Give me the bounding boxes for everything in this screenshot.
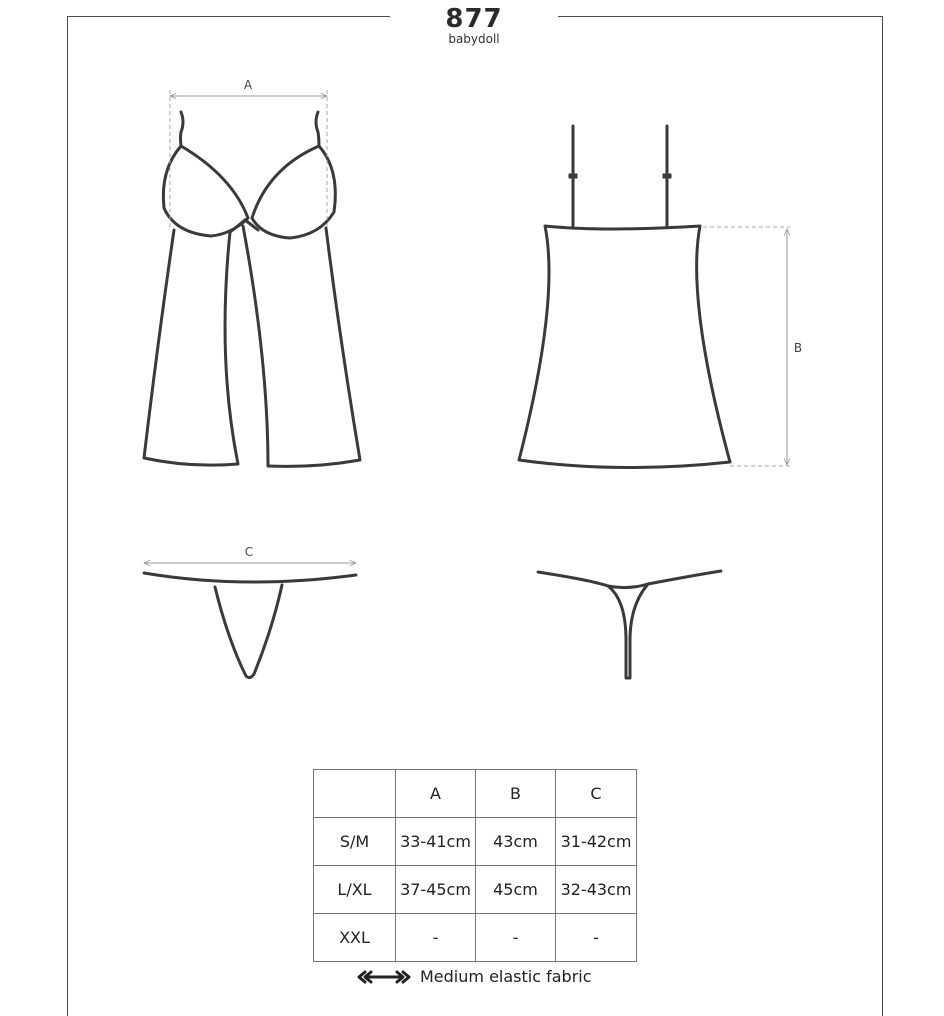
value-cell: 33-41cm: [396, 818, 476, 866]
table-row: [314, 818, 637, 866]
size-cell: XXL: [314, 914, 396, 962]
table-row: [314, 866, 637, 914]
product-type: babydoll: [448, 32, 500, 46]
dimension-c-label: C: [244, 545, 254, 559]
product-code: 877: [445, 4, 503, 34]
size-cell: S/M: [314, 818, 396, 866]
value-cell: 31-42cm: [556, 818, 637, 866]
table-row: [314, 914, 637, 962]
fabric-label: Medium elastic fabric: [420, 967, 592, 986]
dimension-b-label: B: [793, 341, 803, 355]
dimension-c-guides: [144, 545, 356, 563]
table-header-cell: B: [476, 770, 556, 818]
value-cell: 45cm: [476, 866, 556, 914]
fabric-note: [356, 967, 592, 986]
dimension-b-guides: [703, 227, 802, 466]
dimension-a-label: A: [243, 78, 253, 92]
table-header-row: [314, 770, 637, 818]
table-header-cell: C: [556, 770, 637, 818]
value-cell: -: [476, 914, 556, 962]
value-cell: 37-45cm: [396, 866, 476, 914]
table-header-cell: A: [396, 770, 476, 818]
value-cell: 32-43cm: [556, 866, 637, 914]
value-cell: -: [396, 914, 476, 962]
size-cell: L/XL: [314, 866, 396, 914]
value-cell: 43cm: [476, 818, 556, 866]
value-cell: -: [556, 914, 637, 962]
table-header-cell: [314, 770, 396, 818]
size-table: [313, 769, 637, 962]
double-arrow-icon: [356, 969, 412, 985]
babydoll-front-drawing: [144, 112, 360, 466]
thong-front-drawing: [144, 573, 356, 678]
babydoll-back-drawing: [519, 126, 730, 468]
thong-back-drawing: [538, 571, 721, 678]
